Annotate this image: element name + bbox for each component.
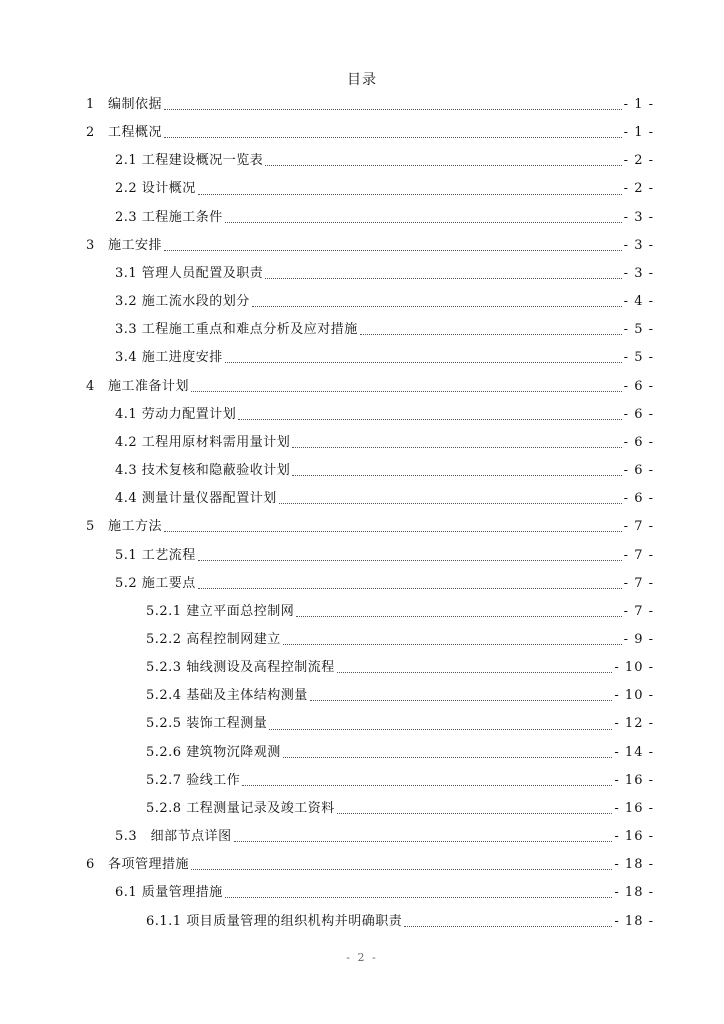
toc-entry-number: 3: [86, 237, 95, 253]
toc-entry-row: [146, 795, 654, 823]
toc-entry-page: - 7 -: [623, 519, 654, 535]
toc-entry-page: - 6 -: [623, 378, 654, 394]
dot-leader: [191, 869, 612, 870]
toc-entry-row: [115, 542, 654, 570]
toc-entry-page: - 6 -: [623, 463, 654, 479]
toc-entry-title: 5.2.8 工程测量记录及竣工资料: [146, 800, 335, 816]
toc-entry-page: - 1 -: [623, 97, 654, 112]
dot-leader: [283, 644, 622, 645]
toc-entry-page: - 9 -: [623, 631, 654, 647]
toc-entry[interactable]: [0, 851, 724, 879]
toc-entry[interactable]: [0, 457, 724, 485]
toc-entry-page: - 3 -: [623, 265, 654, 281]
toc-entry-page: - 6 -: [623, 406, 654, 422]
toc-entry[interactable]: [0, 204, 724, 232]
toc-entry-row: [108, 232, 654, 260]
toc-entry[interactable]: [0, 344, 724, 372]
toc-entry-page: - 10 -: [614, 688, 654, 704]
toc-entry[interactable]: [0, 147, 724, 175]
toc-entry-page: - 5 -: [623, 322, 654, 338]
toc-entry-row: [146, 598, 654, 626]
toc-entry-number: 5: [86, 519, 95, 535]
toc-entry-row: [115, 316, 654, 344]
toc-entry-title: 2.1 工程建设概况一览表: [115, 153, 264, 169]
toc-entry-page: - 7 -: [623, 603, 654, 619]
toc-entry-number: 6: [86, 857, 95, 873]
toc-entry-page: - 3 -: [623, 237, 654, 253]
toc-entry[interactable]: [0, 91, 724, 119]
toc-entry-row: [146, 767, 654, 795]
toc-entry-number: 2: [86, 125, 95, 141]
toc-entry-title: 编制依据: [108, 97, 163, 112]
dot-leader: [252, 306, 622, 307]
toc-entry-row: [115, 429, 654, 457]
toc-entry-row: [115, 204, 654, 232]
toc-entry-row: [115, 175, 654, 203]
dot-leader: [225, 222, 622, 223]
dot-leader: [279, 503, 622, 504]
dot-leader: [337, 813, 613, 814]
toc-entry[interactable]: [0, 513, 724, 541]
toc-entry-row: [115, 570, 654, 598]
toc-entry-title: 4.3 技术复核和隐蔽验收计划: [115, 463, 291, 479]
dot-leader: [238, 419, 621, 420]
dot-leader: [292, 447, 621, 448]
toc-entry[interactable]: [0, 823, 724, 851]
dot-leader: [164, 109, 622, 110]
toc-entry-page: - 2 -: [623, 181, 654, 197]
dot-leader: [296, 616, 621, 617]
toc-entry-row: [108, 91, 654, 119]
toc-entry-page: - 3 -: [623, 209, 654, 225]
toc-entry-title: 4.2 工程用原材料需用量计划: [115, 434, 291, 450]
page-footer: - 2 -: [346, 951, 378, 964]
toc-entry-title: 2.2 设计概况: [115, 181, 196, 197]
toc-entry[interactable]: [0, 767, 724, 795]
dot-leader: [283, 757, 613, 758]
toc-entry-page: - 18 -: [614, 885, 654, 901]
toc-entry-number: 4: [86, 378, 95, 394]
toc-entry[interactable]: [0, 626, 724, 654]
dot-leader: [225, 362, 622, 363]
dot-leader: [164, 137, 622, 138]
toc-entry-title: 5.3 细部节点详图: [115, 829, 232, 845]
toc-entry-title: 6.1.1 项目质量管理的组织机构并明确职责: [146, 913, 403, 929]
toc-entry-row: [115, 288, 654, 316]
dot-leader: [269, 729, 612, 730]
toc-entry-row: [146, 654, 654, 682]
dot-leader: [198, 560, 622, 561]
toc-entry-row: [108, 513, 654, 541]
toc-entry-title: 5.2 施工要点: [115, 575, 196, 591]
toc-entry-row: [115, 457, 654, 485]
toc-entry-row: [115, 879, 654, 907]
toc-entry-title: 5.2.3 轴线测设及高程控制流程: [146, 660, 335, 676]
toc-entry-title: 5.2.4 基础及主体结构测量: [146, 688, 308, 704]
dot-leader: [360, 334, 622, 335]
dot-leader: [191, 391, 622, 392]
toc-entry-title: 5.2.1 建立平面总控制网: [146, 603, 295, 619]
toc-entry-title: 4.4 测量计量仪器配置计划: [115, 491, 277, 507]
dot-leader: [164, 531, 622, 532]
toc-entry-title: 3.2 施工流水段的划分: [115, 294, 250, 310]
toc-entry-page: - 6 -: [623, 434, 654, 450]
toc-entry[interactable]: [0, 598, 724, 626]
dot-leader: [164, 250, 622, 251]
toc-entry[interactable]: [0, 682, 724, 710]
toc-entry[interactable]: [0, 879, 724, 907]
toc-entry-row: [146, 682, 654, 710]
toc-entry-page: - 2 -: [623, 153, 654, 169]
toc-entry-title: 施工准备计划: [108, 378, 190, 394]
toc-entry-row: [146, 626, 654, 654]
toc-entry-row: [115, 823, 654, 851]
toc-entry-row: [115, 147, 654, 175]
toc-entry-row: [108, 851, 654, 879]
toc-entry-page: - 18 -: [614, 857, 654, 873]
toc-entry-title: 6.1 质量管理措施: [115, 885, 223, 901]
toc-entry-page: - 16 -: [614, 829, 654, 845]
toc-entry-page: - 16 -: [614, 800, 654, 816]
toc-entry-row: [108, 373, 654, 401]
dot-leader: [337, 672, 613, 673]
toc-entry-title: 5.2.5 装饰工程测量: [146, 716, 268, 732]
toc-entry[interactable]: [0, 654, 724, 682]
toc-entry-title: 5.2.7 验线工作: [146, 772, 241, 788]
dot-leader: [242, 785, 612, 786]
toc-entry-title: 2.3 工程施工条件: [115, 209, 223, 225]
toc-entry-row: [115, 344, 654, 372]
toc-entry[interactable]: [0, 710, 724, 738]
toc-entry-page: - 14 -: [614, 744, 654, 760]
toc-entry-title: 5.1 工艺流程: [115, 547, 196, 563]
toc-entry[interactable]: [0, 175, 724, 203]
toc-entry-page: - 7 -: [623, 575, 654, 591]
toc-entry-page: - 12 -: [614, 716, 654, 732]
toc-entry[interactable]: [0, 739, 724, 767]
toc-entry[interactable]: [0, 429, 724, 457]
toc-entry-page: - 4 -: [623, 294, 654, 310]
toc-entry-page: - 1 -: [623, 125, 654, 141]
toc-entry-title: 工程概况: [108, 125, 163, 141]
toc-entry-row: [146, 908, 654, 936]
dot-leader: [404, 926, 612, 927]
toc-entry-row: [115, 485, 654, 513]
toc-entry-row: [146, 710, 654, 738]
toc-entry[interactable]: [0, 260, 724, 288]
toc-entry[interactable]: [0, 570, 724, 598]
toc-entry-title: 各项管理措施: [108, 857, 190, 873]
toc-entry-page: - 10 -: [614, 660, 654, 676]
toc-entry-title: 3.1 管理人员配置及职责: [115, 265, 264, 281]
toc-entry-title: 5.2.6 建筑物沉降观测: [146, 744, 281, 760]
toc-entry[interactable]: [0, 373, 724, 401]
toc-entry[interactable]: [0, 485, 724, 513]
dot-leader: [225, 897, 613, 898]
dot-leader: [265, 165, 621, 166]
dot-leader: [198, 194, 622, 195]
toc-entry[interactable]: [0, 232, 724, 260]
toc-entry-page: - 16 -: [614, 772, 654, 788]
toc-entry-title: 5.2.2 高程控制网建立: [146, 631, 281, 647]
toc-entry[interactable]: [0, 908, 724, 936]
dot-leader: [198, 588, 622, 589]
dot-leader: [292, 475, 621, 476]
toc-entry-title: 3.4 施工进度安排: [115, 350, 223, 366]
toc-entry-row: [108, 119, 654, 147]
toc-entry-row: [115, 401, 654, 429]
toc-list: [0, 91, 724, 936]
toc-entry[interactable]: [0, 288, 724, 316]
toc-entry[interactable]: [0, 542, 724, 570]
toc-entry-title: 4.1 劳动力配置计划: [115, 406, 237, 422]
toc-entry[interactable]: [0, 401, 724, 429]
toc-entry-row: [115, 260, 654, 288]
toc-entry-page: - 18 -: [614, 913, 654, 929]
toc-entry[interactable]: [0, 795, 724, 823]
toc-entry-title: 施工安排: [108, 237, 163, 253]
toc-title: 目录: [347, 72, 377, 88]
toc-entry-page: - 6 -: [623, 491, 654, 507]
toc-entry-title: 3.3 工程施工重点和难点分析及应对措施: [115, 322, 358, 338]
toc-entry-title: 施工方法: [108, 519, 163, 535]
dot-leader: [310, 700, 613, 701]
dot-leader: [234, 841, 613, 842]
dot-leader: [265, 278, 621, 279]
toc-entry[interactable]: [0, 316, 724, 344]
toc-entry-row: [146, 739, 654, 767]
toc-entry[interactable]: [0, 119, 724, 147]
toc-entry-number: 1: [86, 97, 95, 112]
toc-entry-page: - 7 -: [623, 547, 654, 563]
toc-entry-page: - 5 -: [623, 350, 654, 366]
